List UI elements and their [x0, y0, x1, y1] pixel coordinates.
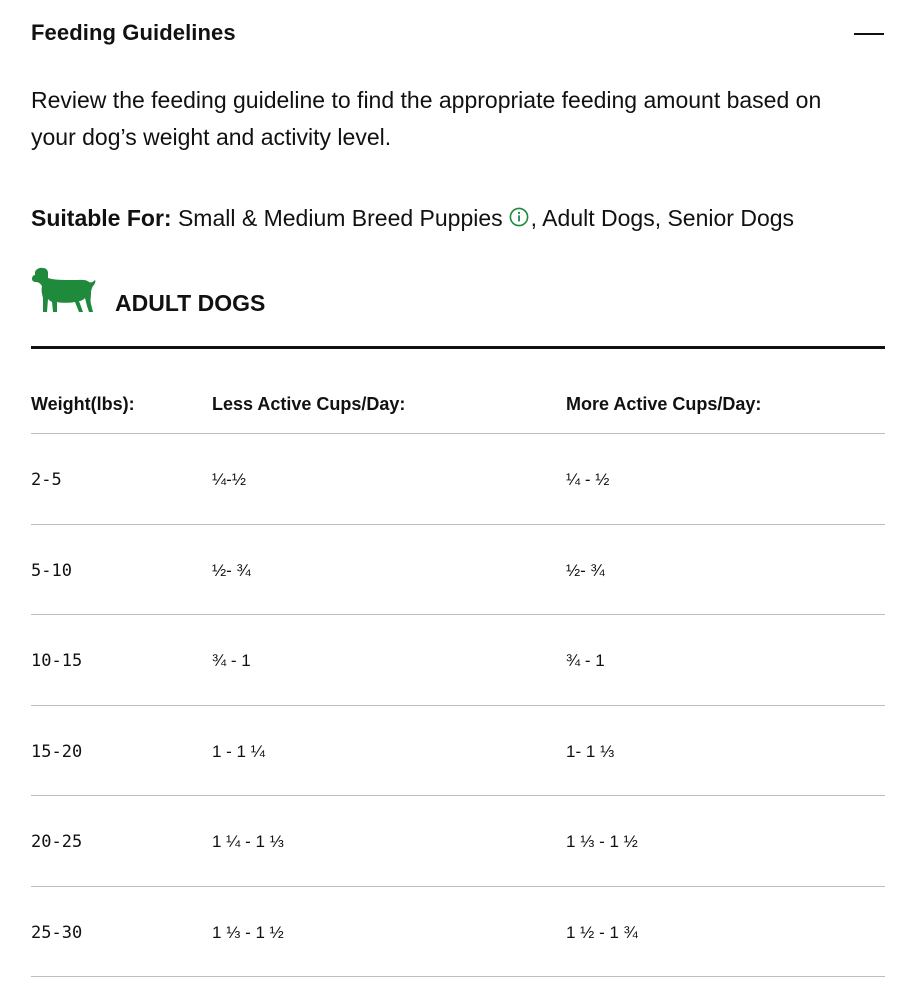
table-header-row — [31, 349, 885, 434]
more-active-cell: 1 ⅓ - 1 ½ — [566, 832, 638, 851]
less-active-cell: 1 - 1 ¼ — [212, 741, 265, 761]
weight-cell: 5-10 — [31, 560, 72, 581]
suitable-for-rest: , Adult Dogs, Senior Dogs — [530, 205, 795, 231]
dog-silhouette-icon — [31, 266, 97, 316]
more-active-cell: ¼ - ½ — [566, 470, 610, 489]
feeding-guidelines-panel — [31, 0, 885, 943]
table-row — [31, 434, 885, 525]
less-active-cell: ¾ - 1 — [212, 651, 251, 670]
table-row — [31, 706, 885, 797]
column-header-weight: Weight(lbs): — [31, 394, 135, 414]
column-header-more-active: More Active Cups/Day: — [566, 394, 762, 414]
accordion-title: Feeding Guidelines — [31, 20, 236, 45]
section-header — [31, 266, 885, 318]
more-active-cell: ¾ - 1 — [566, 651, 605, 670]
suitable-for-label: Suitable For: — [31, 205, 172, 231]
column-header-less-active: Less Active Cups/Day: — [212, 394, 406, 414]
info-circle-icon[interactable] — [509, 207, 529, 227]
feeding-table — [31, 349, 885, 977]
weight-cell: 20-25 — [31, 832, 83, 852]
more-active-cell: 1 ½ - 1 ¾ — [566, 922, 638, 942]
weight-cell: 10-15 — [31, 651, 83, 671]
more-active-cell: 1- 1 ⅓ — [566, 741, 615, 761]
accordion-header[interactable] — [31, 0, 885, 68]
table-row — [31, 887, 885, 978]
more-active-cell: ½- ¾ — [566, 560, 605, 580]
less-active-cell: ½- ¾ — [212, 560, 251, 580]
table-row — [31, 615, 885, 706]
collapse-icon[interactable] — [853, 22, 885, 46]
less-active-cell: ¼-½ — [212, 470, 247, 489]
weight-cell: 25-30 — [31, 922, 83, 943]
weight-cell: 2-5 — [31, 470, 62, 490]
weight-cell: 15-20 — [31, 741, 83, 762]
less-active-cell: 1 ⅓ - 1 ½ — [212, 922, 284, 942]
section-title: ADULT DOGS — [115, 290, 266, 316]
table-row — [31, 796, 885, 887]
table-row — [31, 525, 885, 616]
less-active-cell: 1 ¼ - 1 ⅓ — [212, 832, 284, 851]
suitable-for-line — [31, 200, 794, 237]
intro-text: Review the feeding guideline to find the appropriate feeding amount based on your dog’s weight and activity level. — [31, 87, 822, 150]
suitable-for-puppies: Small & Medium Breed Puppies — [177, 205, 503, 231]
